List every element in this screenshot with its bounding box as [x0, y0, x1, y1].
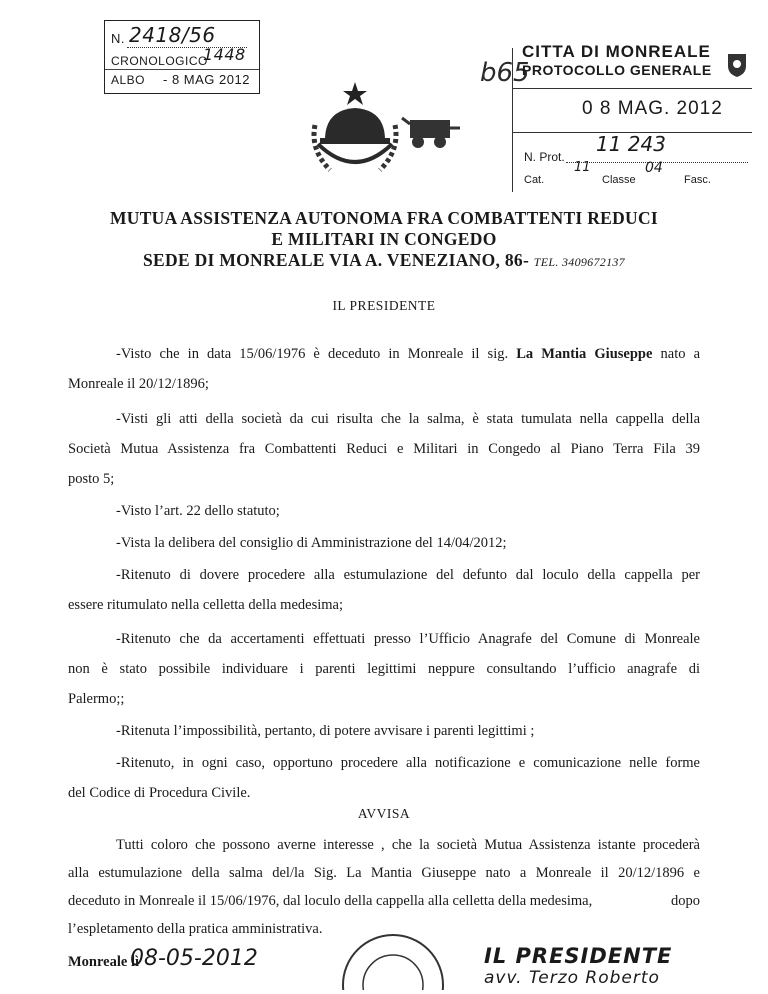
text: nato a [652, 346, 701, 362]
text: -Visto che in data 15/06/1976 è deceduto in Monreale il sig. [116, 346, 517, 362]
emblem-helmet-icon [310, 80, 460, 190]
paragraph-estumulazione-line1 [68, 560, 700, 590]
signatory-name: avv. Terzo Roberto [484, 968, 660, 988]
protocol-number-value: 11 243 [596, 132, 666, 156]
protocol-office: PROTOCOLLO GENERALE [522, 62, 712, 78]
protocol-stamp [512, 42, 752, 192]
avvisa-heading: AVVISA [357, 806, 411, 821]
org-address-text: SEDE DI MONREALE VIA A. VENEZIANO, 86- [143, 250, 530, 270]
org-address [0, 250, 768, 271]
org-phone: TEL. 3409672137 [533, 255, 625, 269]
text: Tutti coloro che possono averne interesse , che la società Mutua Assistenza istante procederà [116, 837, 700, 853]
paragraph-visti-line2: Società Mutua Assistenza fra Combattenti Reduci e Militari in Congedo al Piano Terra Fila 39 [68, 441, 700, 457]
org-name-line2: E MILITARI IN CONGEDO [271, 229, 497, 249]
paragraph-visti-line3: posto 5; [68, 471, 115, 487]
place-date-handwritten: 08-05-2012 [130, 946, 258, 971]
paragraph-visto-line2: Monreale il 20/12/1896; [68, 376, 209, 392]
paragraph-delibera [68, 528, 700, 558]
paragraph-anagrafe-line2: non è stato possibile individuare i parenti legittimi neppure consultando l’ufficio anagrafe di [68, 661, 700, 677]
paragraph-anagrafe-line3: Palermo;; [68, 691, 125, 707]
handwritten-mark: b65 [480, 58, 530, 88]
protocol-class-value: 04 [645, 160, 663, 176]
avvisa-line2: alla estumulazione della salma del/la Sig. La Mantia Giuseppe nato a Monreale il 20/12/1896 e [68, 865, 700, 881]
paragraph-estumulazione-line2: essere ritumulato nella celletta della medesima; [68, 597, 343, 613]
albo-label: ALBO [111, 73, 146, 87]
city-crest-icon [726, 52, 748, 78]
text: -Ritenuto, in ogni caso, opportuno procedere alla notificazione e comunicazione nelle forme [116, 755, 700, 771]
president-heading: IL PRESIDENTE [332, 298, 436, 313]
paragraph-notificazione-line2: del Codice di Procedura Civile. [68, 785, 251, 801]
signatory-title: IL PRESIDENTE [484, 944, 673, 968]
paragraph-impossibilita [68, 716, 700, 746]
text: -Visto l’art. 22 dello statuto; [116, 503, 280, 519]
protocol-stamp-border [512, 48, 513, 192]
paragraph-notificazione-line1 [68, 748, 700, 778]
association-seal-icon [338, 930, 448, 990]
protocol-city: CITTA DI MONREALE [522, 42, 711, 61]
org-name-line1: MUTUA ASSISTENZA AUTONOMA FRA COMBATTENTI REDUCI [109, 208, 659, 228]
protocol-class-label: Classe [602, 174, 636, 186]
text: -Vista la delibera del consiglio di Amministrazione del 14/04/2012; [116, 535, 507, 551]
avvisa-line3 [68, 886, 700, 916]
paragraph-visto-line1 [68, 339, 700, 369]
paragraph-statuto [68, 496, 700, 526]
albo-divider [105, 69, 259, 70]
protocol-file-label: Fasc. [684, 174, 711, 186]
text: -Ritenuto che da accertamenti effettuati presso l’Ufficio Anagrafe del Comune di Monreale [116, 631, 700, 647]
rifle-icon [402, 118, 460, 148]
protocol-date: 0 8 MAG. 2012 [582, 98, 723, 119]
protocol-divider [512, 88, 752, 89]
albo-date: - 8 MAG 2012 [163, 72, 250, 87]
text: -Ritenuta l’impossibilità, pertanto, di potere avvisare i parenti legittimi ; [116, 723, 535, 739]
avvisa-line1 [68, 830, 700, 860]
deceased-name: La Mantia Giuseppe [516, 346, 653, 362]
text: deceduto in Monreale il 15/06/1976, dal loculo della cappella alla celletta della medesima, [68, 893, 593, 909]
text: -Visti gli atti della società da cui risulta che la salma, è stata tumulata nella cappella della [116, 411, 700, 427]
albo-n-label: N. [111, 31, 125, 46]
text: dopo [671, 893, 700, 909]
albo-cronologico-label: CRONOLOGICO [111, 54, 208, 68]
protocol-category-value: 11 [574, 160, 591, 175]
place-date-label: Monreale lì [68, 954, 140, 970]
avvisa-line4: l’espletamento della pratica amministrativa. [68, 921, 323, 937]
text: -Ritenuto di dovere procedere alla estumulazione del defunto dal loculo della cappella per [116, 567, 700, 583]
albo-cronologico-value: 1448 [203, 45, 246, 64]
protocol-category-label: Cat. [524, 174, 545, 186]
albo-stamp [104, 20, 260, 94]
paragraph-anagrafe-line1 [68, 624, 700, 654]
protocol-number-label: N. Prot. [524, 150, 565, 164]
paragraph-visti-line1 [68, 404, 700, 434]
albo-n-value: 2418/56 [129, 23, 216, 47]
